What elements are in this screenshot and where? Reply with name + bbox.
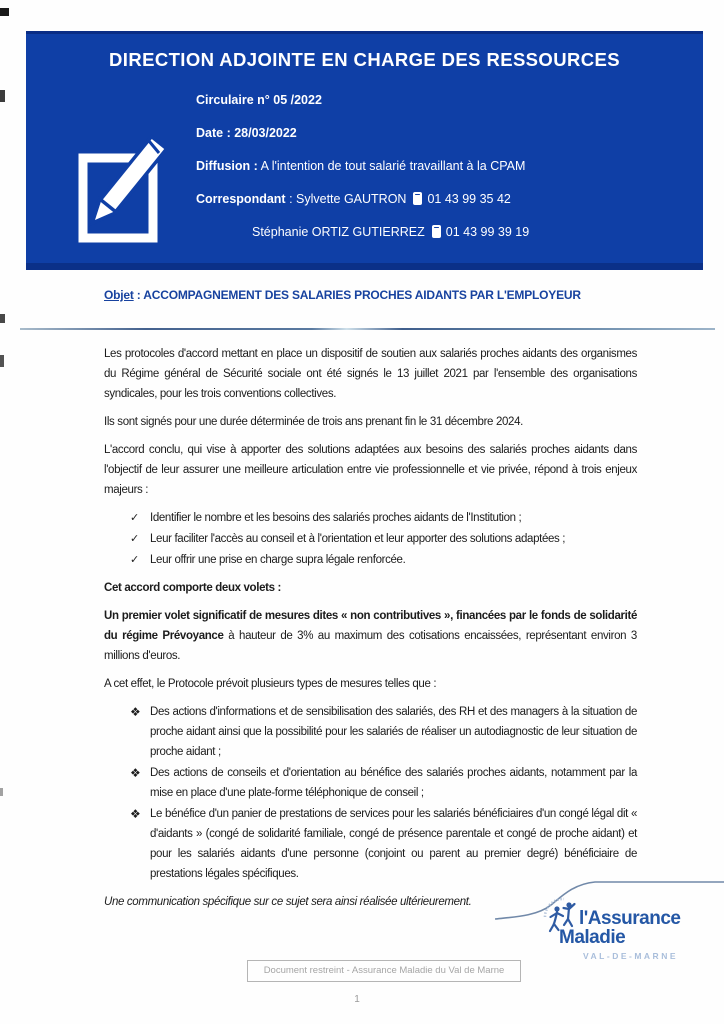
paragraph-accord: L'accord conclu, qui vise à apporter des solutions adaptées aux besoins des salariés proches aidants dans l'objectif de leur assurer une meilleure articulation entre vie professionnelle et vie privée, répond à trois enjeux majeurs : [104, 444, 637, 496]
paragraph-two-volets: Cet accord comporte deux volets : [104, 582, 281, 594]
document-title: DIRECTION ADJOINTE EN CHARGE DES RESSOURCES [109, 49, 620, 70]
banner-bottom-shade [26, 263, 703, 270]
diffusion-label: Diffusion : [196, 159, 258, 173]
list-item [130, 702, 637, 762]
scan-artifact [0, 788, 3, 796]
correspondent-label: Correspondant [196, 192, 286, 206]
correspondent-name: : Sylvette GAUTRON [285, 192, 407, 206]
subject-text: : ACCOMPAGNEMENT DES SALARIES PROCHES AIDANTS PAR L'EMPLOYEUR [133, 288, 581, 302]
subject-label: Objet [104, 288, 134, 302]
scan-artifact [0, 8, 9, 16]
circular-correspondent-1 [196, 190, 686, 209]
list-item-text: Des actions de conseils et d'orientation au bénéfice des salariés proches aidants, notamment par la mise en place d'une plate-forme téléphonique de conseil ; [150, 767, 637, 799]
scan-artifact [0, 314, 5, 323]
paragraph-first-volet [104, 606, 637, 666]
phone-icon [413, 192, 422, 205]
diffusion-text: A l'intention de tout salarié travaillant à la CPAM [257, 159, 526, 173]
list-item-text: Le bénéfice d'un panier de prestations de services pour les salariés bénéficiaires d'un congé légal dit « d'aidants » (congé de solidarité familiale, congé de présence parentale et congé de proche aidant) et pour les salariés aidants d'une personne (conjoint ou parent au premier degré) bénéficiaire de prestations légales spécifiques. [150, 808, 637, 880]
paragraph-duration: Ils sont signés pour une durée déterminée de trois ans prenant fin le 31 décembre 2024. [104, 416, 523, 428]
horizontal-rule [20, 328, 715, 330]
check-icon: ✓ [130, 533, 139, 545]
scan-artifact [0, 355, 4, 367]
circular-diffusion [196, 157, 686, 176]
diamond-icon: ❖ [130, 705, 141, 719]
paragraph-protocols: Les protocoles d'accord mettant en place un dispositif de soutien aux salariés proches aidants des organismes du Régime général de Sécurité sociale ont été signés le 13 juillet 2021 par l'ensemble des organisations syndicales, pour les trois conventions collectives. [104, 348, 637, 400]
check-icon: ✓ [130, 512, 139, 524]
page-number: 1 [354, 994, 360, 1005]
closing-note: Une communication spécifique sur ce sujet sera ainsi réalisée ultérieurement. [104, 896, 472, 908]
diamond-icon: ❖ [130, 766, 141, 780]
assurance-maladie-logo [495, 872, 724, 972]
list-item [130, 550, 637, 570]
check-icon: ✓ [130, 554, 139, 566]
brand-region: VAL-DE-MARNE [583, 951, 679, 961]
list-item [130, 508, 637, 528]
list-item-text: Leur faciliter l'accès au conseil et à l'orientation et leur apporter des solutions adaptées ; [150, 533, 566, 545]
diamond-icon: ❖ [130, 807, 141, 821]
phone-icon [432, 225, 441, 238]
first-volet-rest: à hauteur de 3% au maximum des cotisations encaissées, représentant environ 3 millions d'euros. [104, 630, 637, 662]
circular-meta-block [196, 91, 686, 256]
restricted-notice: Document restreint - Assurance Maladie du Val de Marne [247, 960, 521, 982]
correspondent2-name: Stéphanie ORTIZ GUTIERREZ [252, 225, 425, 239]
brand-line-1: l'Assurance [579, 908, 681, 929]
correspondent-phone: 01 43 99 35 42 [427, 192, 511, 206]
circular-date: Date : 28/03/2022 [196, 126, 297, 140]
first-volet-bold: Un premier volet significatif de mesures dites « non contributives », financées par le fonds de solidarité du régime Prévoyance [104, 610, 637, 642]
check-bullet-list [104, 508, 637, 570]
subject-line [104, 288, 674, 302]
correspondent2-phone: 01 43 99 39 19 [445, 225, 530, 239]
pencil-compose-icon [76, 120, 168, 250]
list-item-text: Identifier le nombre et les besoins des salariés proches aidants de l'Institution ; [150, 512, 522, 524]
document-body [104, 344, 637, 920]
list-item [130, 763, 637, 803]
list-item [130, 529, 637, 549]
scan-artifact [0, 90, 5, 102]
paragraph-protocole-mesures: A cet effet, le Protocole prévoit plusieurs types de mesures telles que : [104, 678, 437, 690]
list-item-text: Des actions d'informations et de sensibilisation des salariés, des RH et des managers à la situation de proche aidant ainsi que la possibilité pour les salariés de réaliser un autodiagnostic de leur situation de proche aidant ; [150, 706, 637, 758]
list-item-text: Leur offrir une prise en charge supra légale renforcée. [150, 554, 406, 566]
header-banner [26, 31, 703, 270]
diamond-bullet-list [104, 702, 637, 884]
brand-line-2: Maladie [559, 927, 626, 948]
circular-correspondent-2 [196, 223, 686, 242]
circular-number: Circulaire n° 05 /2022 [196, 93, 322, 107]
